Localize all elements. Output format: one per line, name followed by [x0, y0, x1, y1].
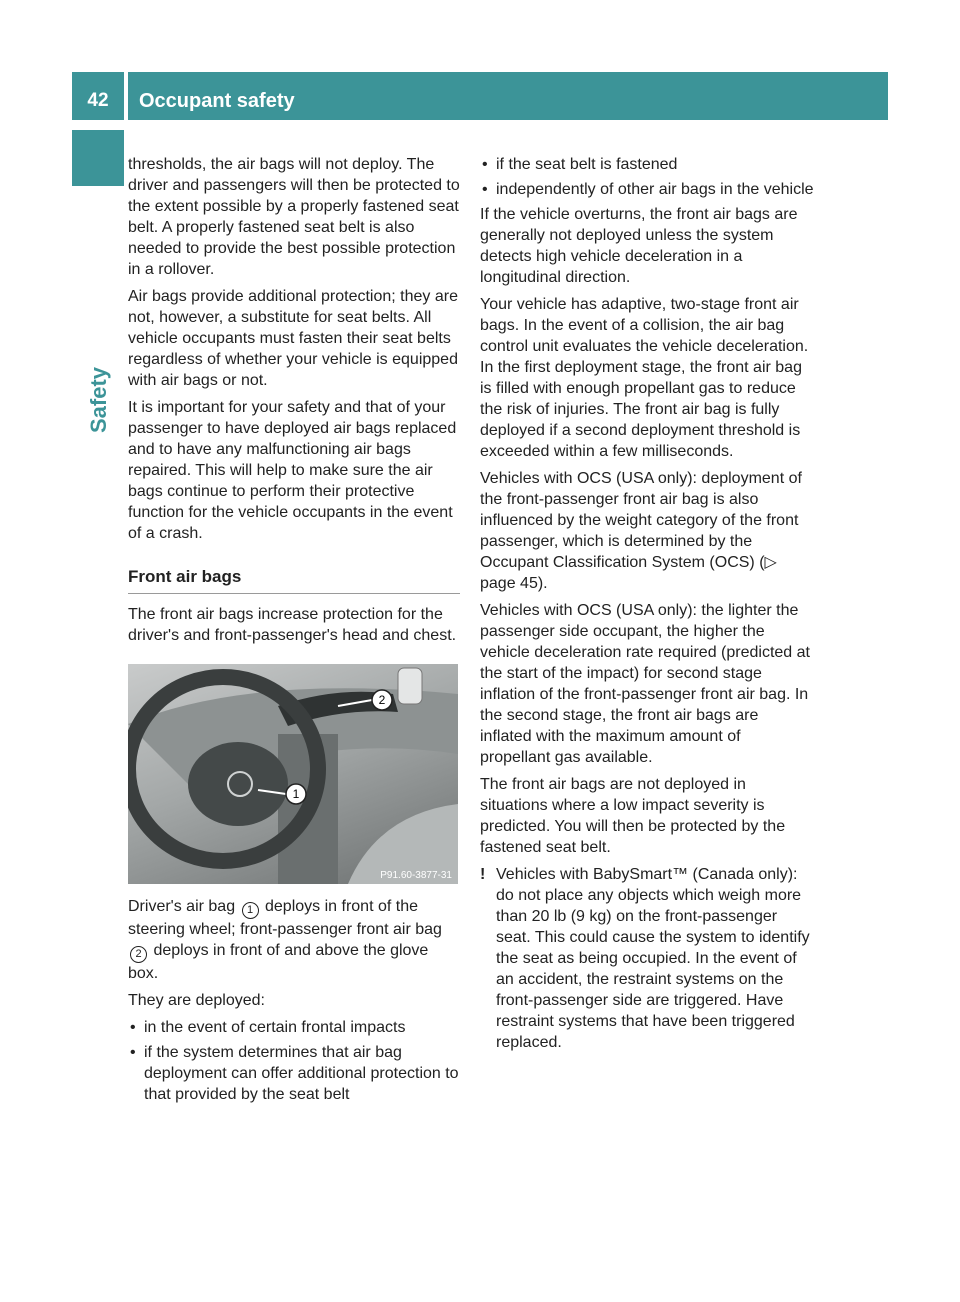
warning-text: Vehicles with BabySmart™ (Canada only): do not place any objects which weigh more than 20 lb (9 kg) on the front-passenger seat. This could cause the system to identify the seat as being occupied. In the event of an accident, the restraint systems on the front-passenger side are triggered. Have restraint systems that have been triggered replaced.	[496, 866, 810, 1051]
list-item-text: independently of other air bags in the vehicle	[496, 181, 814, 198]
paragraph: thresholds, the air bags will not deploy. The driver and passengers will then be protected to the extent possible by a properly fastened seat belt. A properly fastened seat belt is also needed to provide the best possible protection in a rollover.	[128, 156, 460, 278]
side-tab-text: Safety	[86, 366, 111, 434]
callout-1-inline: 1	[242, 902, 259, 919]
paragraph: It is important for your safety and that of your passenger to have deployed air bags replaced and to have any malfunctioning air bags repaired. This will help to make sure the air bags continue to perform their protective function for the vehicle occupants in the event of a crash.	[128, 399, 457, 542]
list-item	[480, 154, 814, 175]
warning-icon: !	[480, 866, 486, 883]
side-tab-label	[84, 330, 114, 470]
list-item	[128, 1042, 460, 1105]
text-span: Driver's air bag	[128, 898, 236, 915]
paragraph: The front air bags are not deployed in situations where a low impact severity is predicted. You will then be protected by the fastened seat belt.	[480, 776, 786, 856]
list-item	[480, 179, 814, 200]
list-item	[128, 1017, 460, 1038]
callout-2-inline: 2	[130, 946, 147, 963]
bullet-marker: •	[130, 1019, 136, 1036]
page-title: Occupant safety	[128, 72, 888, 120]
callout-2: 2	[378, 693, 386, 707]
mirror-shape	[398, 668, 422, 704]
dashboard-figure	[128, 664, 458, 884]
callout-1: 1	[292, 787, 300, 801]
side-tab-marker	[72, 130, 124, 186]
paragraph: If the vehicle overturns, the front air bags are generally not deployed unless the system detects high vehicle deceleration in a longitudinal direction.	[480, 206, 798, 286]
bullet-marker: •	[130, 1044, 136, 1061]
left-column	[128, 154, 460, 1109]
bullet-marker: •	[482, 181, 488, 198]
paragraph: Vehicles with OCS (USA only): deployment of the front-passenger front air bag is also influenced by the weight category of the front passenger, which is determined by the Occupant Classification System (OCS) (▷ page 45).	[480, 470, 802, 592]
dashboard-illustration	[128, 664, 458, 884]
paragraph: Air bags provide additional protection; they are not, however, a substitute for seat belts. All vehicle occupants must fasten their seat belts regardless of whether your vehicle is equipped with air bags or not.	[128, 288, 458, 389]
paragraph: They are deployed:	[128, 992, 265, 1009]
section-heading: Front air bags	[128, 566, 460, 594]
paragraph: Your vehicle has adaptive, two-stage front air bags. In the event of a collision, the air bag control unit evaluates the vehicle deceleration. In the first deployment stage, the front air bag is filled with enough propellant gas to reduce the risk of injuries. The front air bag is fully deployed if a second deployment threshold is exceeded within a few milliseconds.	[480, 296, 809, 460]
page-number: 42	[72, 72, 124, 120]
right-column	[480, 154, 814, 1053]
list-item-text: if the system determines that air bag deployment can offer additional protection to that provided by the seat belt	[144, 1044, 459, 1103]
bullet-marker: •	[482, 156, 488, 173]
figure-code: P91.60-3877-31	[380, 870, 452, 881]
list-item-text: in the event of certain frontal impacts	[144, 1019, 406, 1036]
paragraph: Vehicles with OCS (USA only): the lighter the passenger side occupant, the higher the vehicle deceleration rate required (predicted at the start of the impact) for second stage inflation of the front-passenger front air bag. In the second stage, the front air bags are inflated with the maximum amount of propellant gas available.	[480, 602, 810, 766]
list-item-text: if the seat belt is fastened	[496, 156, 678, 173]
paragraph: The front air bags increase protection for the driver's and front-passenger's head and chest.	[128, 606, 457, 644]
text-span: deploys in front of and above the glove box.	[128, 942, 429, 982]
text-span: deploys in front of the steering wheel; front-passenger front air bag	[128, 898, 442, 938]
driver-airbag-hub	[188, 742, 288, 826]
paragraph	[128, 896, 460, 984]
warning-note	[480, 864, 814, 1053]
